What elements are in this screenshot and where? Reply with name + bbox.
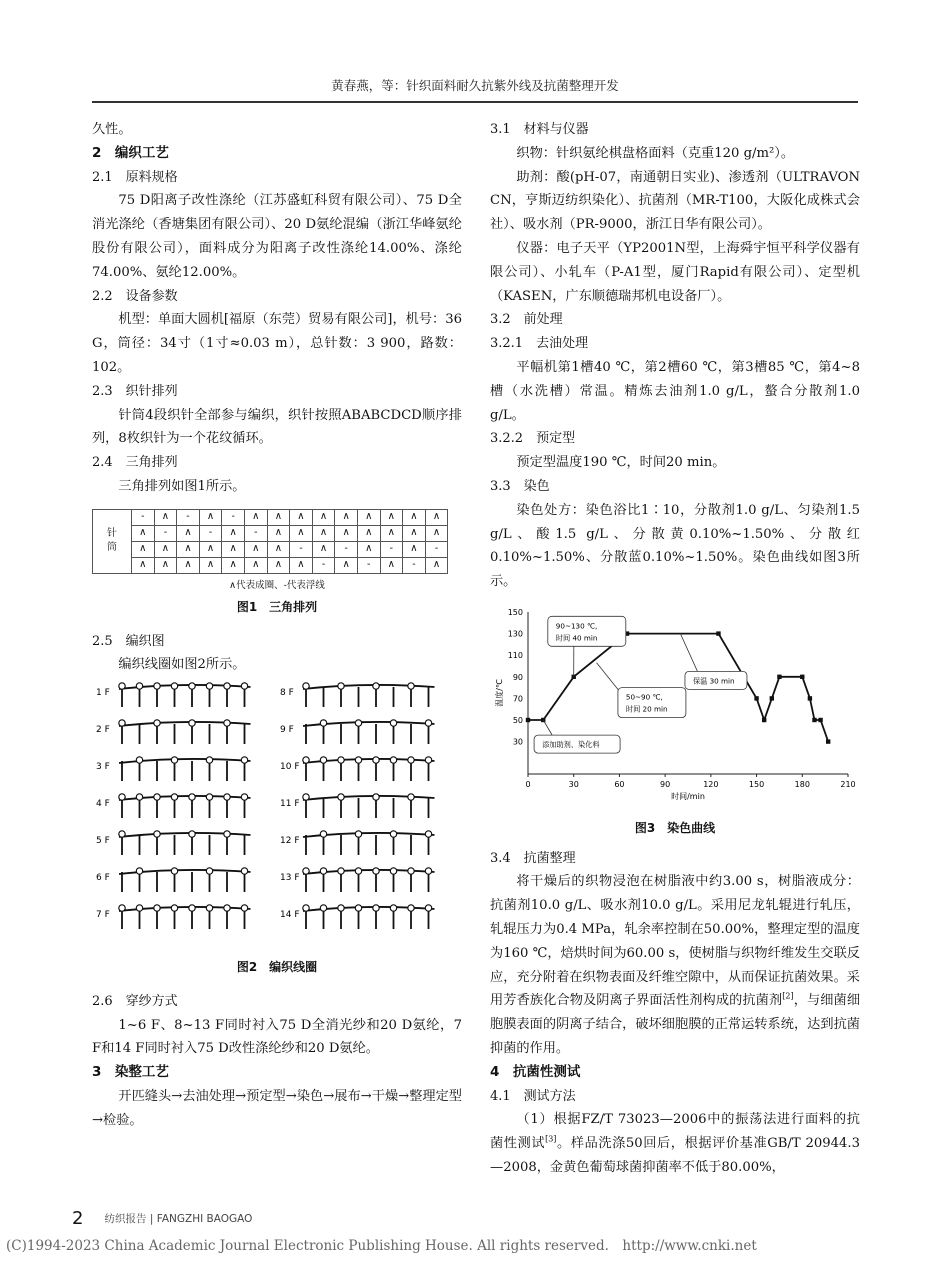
stitch-loop xyxy=(320,720,326,726)
text-run: （1）根据FZ/T 73023—2006中的振荡法进行面料的抗菌性测试 xyxy=(490,1112,860,1152)
x-tick-label: 210 xyxy=(840,779,856,789)
stitch-loop xyxy=(189,794,195,800)
stitch-loop xyxy=(241,757,247,763)
text-run: 将干燥后的织物浸泡在树脂液中约3.00 s，树脂液成分：抗菌剂10.0 g/L、吸水剂10.0 g/L。采用尼龙轧辊进行轧压，轧辊压力为0.4 MPa，轧余率控制在50.00%，整理定型的温度为160 ℃，焙烘时间为60.00 s，使树脂与织物纤维发生交联反应，充分附着在织物表面及纤维空隙中，从而保证抗菌效果。采用芳香族化合物及阴离子界面活性剂构成的抗菌剂 xyxy=(490,874,860,1009)
stitch-loop xyxy=(425,831,431,837)
stitch-loop xyxy=(338,757,344,763)
stitch-loop xyxy=(241,683,247,689)
paragraph xyxy=(490,870,860,1060)
loop-row xyxy=(96,831,251,855)
stitch-loop xyxy=(425,905,431,911)
stitch-loop xyxy=(206,794,212,800)
loop-row xyxy=(280,831,435,855)
dyeing-curve-chart xyxy=(490,594,860,806)
stitch-loop xyxy=(355,868,361,874)
page-number: 2 xyxy=(72,1208,84,1229)
stitch-loop xyxy=(355,831,361,837)
row-label: 10 F xyxy=(280,762,300,773)
cam-cell: - xyxy=(335,541,358,557)
subsection-heading: 3.2.1 去油处理 xyxy=(490,336,589,352)
cam-cell: ∧ xyxy=(357,541,380,557)
row-label: 6 F xyxy=(96,873,110,884)
cam-cell: - xyxy=(222,509,245,525)
cam-cell: ∧ xyxy=(380,509,403,525)
stitch-loop xyxy=(355,720,361,726)
data-point xyxy=(812,718,816,722)
cam-cell: ∧ xyxy=(267,525,290,541)
paragraph: 针筒4段织针全部参与编织，织针按照ABABCDCD顺序排列，8枚织针为一个花纹循环。 xyxy=(92,407,462,447)
citation: [3] xyxy=(545,1134,557,1144)
loop-row xyxy=(280,683,435,707)
citation: [2] xyxy=(782,991,794,1001)
y-tick-label: 130 xyxy=(507,629,523,639)
stitch-loop xyxy=(154,683,160,689)
text-run: ，与细菌细胞膜表面的阴离子结合，破坏细胞膜的正常运转系统，达到抗菌抑菌的作用。 xyxy=(490,993,861,1056)
stitch-loop xyxy=(171,905,177,911)
cam-cell: ∧ xyxy=(199,509,222,525)
data-point xyxy=(826,739,830,743)
subsection-heading: 3.2.2 预定型 xyxy=(490,431,576,447)
paragraph: 助剂：酸(pH-07，南通朝日实业)、渗透剂（ULTRAVON CN，亨斯迈纺织染化）、抗菌剂（MR-T100，大阪化成株式会社）、吸水剂（PR-9000，浙江日华有限公司）。 xyxy=(490,169,860,233)
loop-row xyxy=(96,905,251,929)
stitch-loop xyxy=(136,905,142,911)
paragraph: 编织线圈如图2所示。 xyxy=(118,657,246,673)
stitch-loop xyxy=(390,831,396,837)
stitch-loop xyxy=(119,794,125,800)
row-label: 13 F xyxy=(280,873,300,884)
paragraph: 织物：针织氨纶棋盘格面料（克重120 g/m²）。 xyxy=(516,145,795,161)
table-row xyxy=(93,541,448,557)
cam-cell: ∧ xyxy=(132,525,155,541)
x-tick-label: 180 xyxy=(794,779,810,789)
cam-cell: ∧ xyxy=(290,525,313,541)
cam-arrangement-table xyxy=(92,509,448,574)
cam-cell: ∧ xyxy=(335,509,358,525)
cam-cell: ∧ xyxy=(177,525,200,541)
annotation-text: 添加助剂、染化料 xyxy=(542,740,600,750)
cam-cell: ∧ xyxy=(244,557,267,573)
subsection-heading: 4.1 测试方法 xyxy=(490,1088,576,1104)
table-row xyxy=(93,509,448,525)
x-tick-label: 120 xyxy=(703,779,719,789)
loop-row xyxy=(280,905,435,929)
annotation-text: 时间 20 min xyxy=(625,704,668,714)
stitch-loop xyxy=(408,794,414,800)
cam-cell: - xyxy=(357,557,380,573)
row-label: 4 F xyxy=(96,799,110,810)
stitch-loop xyxy=(303,683,309,689)
annotation-text: 90~130 ℃, xyxy=(555,621,598,631)
paragraph: 久性。 xyxy=(92,122,132,137)
figure-caption: 图3 染色曲线 xyxy=(634,820,716,835)
cam-cell: ∧ xyxy=(154,509,177,525)
stitch-loop xyxy=(303,794,309,800)
row-label: 12 F xyxy=(280,836,300,847)
stitch-loop xyxy=(171,757,177,763)
figure-note: ∧代表成圈、-代表浮线 xyxy=(229,579,325,591)
cam-cell: - xyxy=(199,525,222,541)
y-tick-label: 30 xyxy=(512,737,523,747)
stitch-loop xyxy=(206,683,212,689)
stitch-loop xyxy=(206,757,212,763)
x-axis-label: 时间/min xyxy=(671,791,705,801)
stitch-loop xyxy=(390,905,396,911)
stitch-loop xyxy=(119,720,125,726)
cam-cell: ∧ xyxy=(154,557,177,573)
cam-cell: - xyxy=(290,541,313,557)
right-column xyxy=(490,118,860,1180)
cam-cell: ∧ xyxy=(132,557,155,573)
cam-cell: ∧ xyxy=(199,541,222,557)
row-label: 9 F xyxy=(280,725,294,736)
cam-cell: ∧ xyxy=(244,509,267,525)
stitch-loop xyxy=(241,794,247,800)
cam-cell: ∧ xyxy=(403,541,426,557)
stitch-loop xyxy=(119,831,125,837)
x-tick-label: 150 xyxy=(748,779,765,789)
row-label: 8 F xyxy=(280,688,294,699)
cam-cell: ∧ xyxy=(222,557,245,573)
stitch-loop xyxy=(154,831,160,837)
data-point xyxy=(716,631,720,635)
loop-row xyxy=(96,720,251,744)
paragraph: 仪器：电子天平（YP2001N型，上海舜宇恒平科学仪器有限公司）、小轧车（P-A1型，厦门Rapid有限公司）、定型机（KASEN，广东顺德瑞邦机电设备厂）。 xyxy=(490,240,860,304)
cam-cell: ∧ xyxy=(132,541,155,557)
copyright-line: (C)1994-2023 China Academic Journal Electronic Publishing House. All rights reserved. http://www.cnki.net xyxy=(6,1238,757,1254)
loop-row xyxy=(280,868,435,892)
figure-caption: 图2 编织线圈 xyxy=(236,959,318,974)
stitch-loop xyxy=(206,868,212,874)
cam-cell: ∧ xyxy=(267,557,290,573)
subsection-heading: 3.2 前处理 xyxy=(490,312,563,328)
cam-cell: ∧ xyxy=(312,525,335,541)
x-tick-label: 30 xyxy=(568,779,579,789)
data-point xyxy=(770,696,774,700)
data-point xyxy=(808,696,812,700)
stitch-loop xyxy=(171,794,177,800)
y-axis-label: 温度/℃ xyxy=(495,679,504,707)
cam-cell: ∧ xyxy=(290,509,313,525)
subsection-heading: 3.3 染色 xyxy=(490,478,550,494)
stitch-loop xyxy=(154,905,160,911)
figure-caption: 图1 三角排列 xyxy=(236,599,318,614)
subsection-heading: 2.5 编织图 xyxy=(92,633,165,649)
subsection-heading: 2.3 织针排列 xyxy=(92,383,178,399)
x-tick-label: 60 xyxy=(614,779,625,789)
cam-cell: ∧ xyxy=(403,509,426,525)
row-label: 2 F xyxy=(96,725,110,736)
stitch-loop xyxy=(408,683,414,689)
row-label: 1 F xyxy=(96,688,110,699)
data-point xyxy=(526,718,530,722)
journal-name: 纺织报告 | FANGZHI BAOGAO xyxy=(104,1213,253,1225)
stitch-loop xyxy=(320,831,326,837)
stitch-loop xyxy=(171,868,177,874)
cam-cell: ∧ xyxy=(177,541,200,557)
loop-row xyxy=(96,683,251,707)
cam-cell: ∧ xyxy=(154,541,177,557)
stitch-loop xyxy=(189,683,195,689)
stitch-loop xyxy=(136,683,142,689)
paragraph xyxy=(490,1108,860,1179)
stitch-loop xyxy=(425,720,431,726)
stitch-loop xyxy=(241,868,247,874)
stitch-loop xyxy=(320,868,326,874)
row-label: 针 筒 xyxy=(93,509,132,573)
row-label: 7 F xyxy=(96,910,110,921)
stitch-loop xyxy=(189,905,195,911)
section-heading: 2 编织工艺 xyxy=(92,144,169,161)
cam-cell: ∧ xyxy=(199,557,222,573)
stitch-loop xyxy=(425,868,431,874)
y-tick-label: 110 xyxy=(507,651,523,661)
subsection-heading: 3.4 抗菌整理 xyxy=(490,850,576,866)
row-label: 3 F xyxy=(96,762,110,773)
stitch-loop xyxy=(338,683,344,689)
stitch-loop xyxy=(373,905,379,911)
stitch-loop xyxy=(320,905,326,911)
data-point xyxy=(777,675,781,679)
subsection-heading: 3.1 材料与仪器 xyxy=(490,122,589,137)
table-row xyxy=(93,557,448,573)
stitch-loop xyxy=(136,757,142,763)
cam-cell: ∧ xyxy=(267,541,290,557)
stitch-loop xyxy=(373,683,379,689)
stitch-loop xyxy=(136,868,142,874)
stitch-loop xyxy=(373,794,379,800)
cam-cell: ∧ xyxy=(357,509,380,525)
loop-row xyxy=(96,794,251,818)
cam-cell: ∧ xyxy=(380,557,403,573)
stitch-loop xyxy=(189,720,195,726)
chart-annotation xyxy=(534,720,620,753)
paragraph: 75 D阳离子改性涤纶（江苏盛虹科贸有限公司）、75 D全消光涤纶（香塘集团有限公司）、20 D氨纶混编（浙江华峰氨纶股份有限公司），面料成分为阳离子改性涤纶14.00%、涤纶74.00%、氨纶12.00%。 xyxy=(92,193,462,280)
stitch-loop xyxy=(119,905,125,911)
row-label: 5 F xyxy=(96,836,110,847)
cam-cell: ∧ xyxy=(380,525,403,541)
chart-annotation xyxy=(548,616,626,676)
cam-cell: ∧ xyxy=(222,541,245,557)
stitch-loop xyxy=(338,868,344,874)
stitch-loop xyxy=(171,683,177,689)
stitch-loop xyxy=(390,868,396,874)
paragraph: 机型：单面大圆机[福原（东莞）贸易有限公司]，机号：36 G，筒径：34寸（1寸≈0.03 m），总针数：3 900，路数：102。 xyxy=(92,312,462,375)
cam-cell: ∧ xyxy=(403,525,426,541)
cam-cell: - xyxy=(425,541,448,557)
paragraph: 平幅机第1槽40 ℃，第2槽60 ℃，第3槽85 ℃，第4~8槽（水洗槽）常温。精炼去油剂1.0 g/L，螯合分散剂1.0 g/L。 xyxy=(490,359,860,423)
subsection-heading: 2.2 设备参数 xyxy=(92,288,178,304)
cam-cell: - xyxy=(403,557,426,573)
y-tick-label: 50 xyxy=(512,715,523,725)
subsection-heading: 2.6 穿纱方式 xyxy=(92,993,178,1009)
stitch-loop xyxy=(119,683,125,689)
stitch-loop xyxy=(338,905,344,911)
paragraph: 染色处方：染色浴比1∶10，分散剂1.0 g/L、匀染剂1.5 g/L、酸1.5 g/L、分散黄0.10%~1.50%、分散红0.10%~1.50%、分散蓝0.10%~1.50%。染色曲线如图3所示。 xyxy=(490,502,860,590)
cam-cell: ∧ xyxy=(244,541,267,557)
knitting-loop-diagram xyxy=(92,677,462,945)
data-point xyxy=(754,696,758,700)
chart-annotation xyxy=(680,634,747,690)
paragraph: 三角排列如图1所示。 xyxy=(118,478,246,494)
stitch-loop xyxy=(373,868,379,874)
loop-row xyxy=(96,757,251,781)
cam-cell: ∧ xyxy=(222,525,245,541)
cam-cell: ∧ xyxy=(290,557,313,573)
stitch-loop xyxy=(136,794,142,800)
cam-cell: ∧ xyxy=(425,525,448,541)
stitch-loop xyxy=(425,757,431,763)
stitch-loop xyxy=(303,905,309,911)
stitch-loop xyxy=(154,720,160,726)
annotation-text: 保温 30 min xyxy=(692,676,735,686)
annotation-text: 时间 40 min xyxy=(555,633,598,643)
stitch-loop xyxy=(303,868,309,874)
stitch-loop xyxy=(241,905,247,911)
loop-row xyxy=(280,720,435,744)
page-footer xyxy=(72,1208,252,1229)
cam-cell: - xyxy=(380,541,403,557)
stitch-loop xyxy=(408,905,414,911)
y-tick-label: 150 xyxy=(507,607,523,617)
stitch-loop xyxy=(224,720,230,726)
stitch-loop xyxy=(408,757,414,763)
subsection-heading: 2.4 三角排列 xyxy=(92,455,178,471)
stitch-loop xyxy=(189,831,195,837)
x-tick-label: 90 xyxy=(660,779,671,789)
stitch-loop xyxy=(408,868,414,874)
stitch-loop xyxy=(355,905,361,911)
row-label: 11 F xyxy=(280,799,300,810)
cam-cell: ∧ xyxy=(357,525,380,541)
data-point xyxy=(800,675,804,679)
cam-cell: ∧ xyxy=(425,509,448,525)
cam-cell: ∧ xyxy=(425,557,448,573)
cam-cell: ∧ xyxy=(335,525,358,541)
section-heading: 3 染整工艺 xyxy=(92,1064,169,1081)
stitch-loop xyxy=(320,757,326,763)
loop-row xyxy=(96,868,251,892)
loop-row xyxy=(280,794,435,818)
cam-cell: ∧ xyxy=(335,557,358,573)
stitch-loop xyxy=(224,831,230,837)
left-column xyxy=(92,118,462,1133)
y-tick-label: 90 xyxy=(512,672,523,682)
row-label: 14 F xyxy=(280,910,300,921)
cam-cell: - xyxy=(154,525,177,541)
loop-row xyxy=(280,757,435,781)
y-tick-label: 70 xyxy=(512,694,523,704)
running-header: 黄春燕，等：针织面料耐久抗紫外线及抗菌整理开发 xyxy=(331,78,619,93)
text-run: 。样品洗涤50回后，根据评价基准GB/T 20944.3—2008，金黄色葡萄球菌抑菌率不低于80.00%， xyxy=(490,1136,860,1175)
stitch-loop xyxy=(390,720,396,726)
stitch-loop xyxy=(224,905,230,911)
cam-cell: - xyxy=(177,509,200,525)
stitch-loop xyxy=(303,757,309,763)
cam-cell: ∧ xyxy=(312,541,335,557)
x-tick-label: 0 xyxy=(525,779,531,789)
cam-cell: - xyxy=(132,509,155,525)
stitch-loop xyxy=(373,757,379,763)
cam-cell: ∧ xyxy=(177,557,200,573)
section-heading: 4 抗菌性测试 xyxy=(490,1063,581,1080)
data-point xyxy=(818,718,822,722)
header-rule xyxy=(92,101,858,103)
cam-cell: ∧ xyxy=(267,509,290,525)
cam-cell: - xyxy=(244,525,267,541)
table-row xyxy=(93,525,448,541)
data-point xyxy=(762,718,766,722)
stitch-loop xyxy=(338,794,344,800)
stitch-loop xyxy=(206,905,212,911)
chart-annotation xyxy=(597,663,686,718)
cam-cell: ∧ xyxy=(312,509,335,525)
cam-cell: - xyxy=(312,557,335,573)
paragraph: 1~6 F、8~13 F同时衬入75 D全消光纱和20 D氨纶，7 F和14 F同时衬入75 D改性涤纶纱和20 D氨纶。 xyxy=(92,1017,462,1057)
subsection-heading: 2.1 原料规格 xyxy=(92,169,178,185)
stitch-loop xyxy=(390,757,396,763)
stitch-loop xyxy=(224,794,230,800)
annotation-text: 50~90 ℃, xyxy=(625,692,663,702)
stitch-loop xyxy=(224,683,230,689)
paragraph: 开匹缝头→去油处理→预定型→染色→展布→干燥→整理定型→检验。 xyxy=(92,1088,462,1128)
stitch-loop xyxy=(154,794,160,800)
paragraph: 预定型温度190 ℃，时间20 min。 xyxy=(516,455,726,471)
stitch-loop xyxy=(355,757,361,763)
